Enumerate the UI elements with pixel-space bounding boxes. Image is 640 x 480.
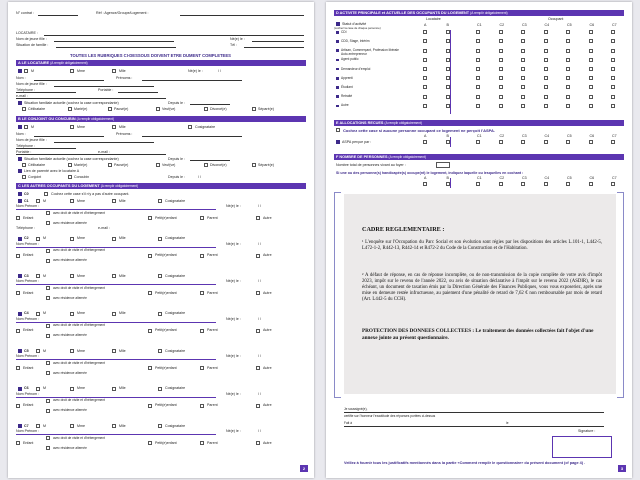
grid-checkbox[interactable]: [499, 140, 503, 144]
occupant-m-checkbox[interactable]: [36, 424, 40, 428]
grid-checkbox[interactable]: [544, 49, 548, 53]
grid-checkbox[interactable]: [611, 58, 615, 62]
grid-checkbox[interactable]: [446, 30, 450, 34]
occupant-m-checkbox[interactable]: [36, 274, 40, 278]
locataire-label: LOCATAIRE :: [16, 31, 38, 35]
occupant-cosig-checkbox[interactable]: [158, 274, 162, 278]
grid-checkbox[interactable]: [476, 182, 480, 186]
grid-checkbox[interactable]: [589, 30, 593, 34]
a-m-checkbox[interactable]: [24, 69, 28, 73]
occupant-block: C3 M Mme Mlle Cosignataire Nom Prénom : Né(e) le : / / avec droit de visite et d'hébergement Enfant Petit(e)enfant Parent Autre avec résidence alternée: [16, 273, 272, 300]
maiden-name-label: Nom de jeune fille :: [16, 37, 47, 41]
form-page-2: N° contrat : Réf : Agence/Groupe/Logement : LOCATAIRE : Nom de jeune fille : Né(e) le : Situation de famille : Tél : TOUTES LES RUBRIQUES CI-DESSOUS DOIVENT ETRE DUMENT COMPLETEES A LE LOCATAIRE (A remplir obligatoirement) M Mme Mlle Né(e) le : / / Nom : Prénoms : Nom de jeune fille : Téléphone : Portable : e-mail : Situation familiale actuelle (cochez la case correspondante) Depuis le : Célibataire Marié(e) Pacsé(e) Veuf(ve) Divorcé(e) Séparé(e) B LE CONJOINT OU CONCUBIN (A remplir obligatoirement) M Mme Mlle Cosignataire Nom : Prénoms : Nom de jeune fille : Téléphone : Portable : e-mail : Situation familiale actuelle (cochez la case correspondante) Depuis le : Célibataire Marié(e) Pacsé(e) Veuf(ve) Divorcé(e) Séparé(e) Lien de parenté avec le locataire A Conjoint Concubin Depuis le : / / C LES AUTRES OCCUPANTS DU LOGEMENT (A remplir obligatoirement) C0 Cochez cette case s'il n'y a pas d'autre occupant. C1 M Mme Mlle Cosignataire Nom Prénom : Né(e) le : / / avec droit de visite et d'hébergement Enfant Petit(e)enfant Parent Autre avec résidence alternée Téléphone : e-mail : C2 M Mme Mlle Cosignataire Nom Prénom : Né(e) le : / / avec droit de visite et d'hébergement Enfant Petit(e)enfant Parent Autre avec résidence alternée C3 M Mme Mlle Cosignataire Nom Prénom : Né(e) le : / / avec droit de visite et d'hébergement Enfant Petit(e)enfant Parent Autre avec résidence alternée C4 M Mme Mlle Cosignataire Nom Prénom : Né(e) le : / / avec droit de visite et d'hébergement Enfant Petit(e)enfant Parent Autre avec résidence alternée C5 M Mme Mlle Cosignataire Nom Prénom : Né(e) le : / / avec droit de visite et d'hébergement Enfant Petit(e)enfant Parent Autre avec résidence alternée C6 M Mme Mlle Cosignataire Nom Prénom : Né(e) le : / / avec droit de visite et d'hébergement Enfant Petit(e)enfant Parent Autre avec résidence alternée C7 M Mme Mlle Cosignataire Nom Prénom : Né(e) le : / / avec droit de visite et d'hébergement Enfant Petit(e)enfant Parent Autre avec résidence alternée 2: [8, 2, 314, 478]
occupant-cosig-checkbox[interactable]: [158, 312, 162, 316]
occupant-mme-checkbox[interactable]: [70, 349, 74, 353]
occupant-code: C5: [24, 348, 29, 353]
activity-row-label: Apprenti: [341, 75, 353, 80]
grid-checkbox[interactable]: [476, 76, 480, 80]
grid-checkbox[interactable]: [589, 49, 593, 53]
grid-checkbox[interactable]: [589, 140, 593, 144]
grid-checkbox[interactable]: [589, 67, 593, 71]
grid-checkbox[interactable]: [544, 67, 548, 71]
grid-checkbox[interactable]: [566, 30, 570, 34]
occupant-block: C6 M Mme Mlle Cosignataire Nom Prénom : Né(e) le : / / avec droit de visite et d'hébergement Enfant Petit(e)enfant Parent Autre avec résidence alternée: [16, 386, 272, 412]
grid-checkbox[interactable]: [611, 30, 615, 34]
activity-row-label: Demandeur d'emploi: [341, 66, 371, 71]
occupant-mlle-checkbox[interactable]: [112, 274, 116, 278]
grid-checkbox[interactable]: [566, 182, 570, 186]
family-situation-label: Situation de famille :: [16, 43, 49, 47]
grid-checkbox[interactable]: [521, 85, 525, 89]
grid-checkbox[interactable]: [446, 95, 450, 99]
a-mlle-checkbox[interactable]: [112, 69, 116, 73]
grid-checkbox[interactable]: [423, 182, 427, 186]
occupant-m-checkbox[interactable]: [36, 312, 40, 316]
no-aspa-checkbox[interactable]: [336, 128, 340, 132]
occupant-code: C1: [24, 198, 29, 203]
grid-checkbox[interactable]: [544, 182, 548, 186]
grid-checkbox[interactable]: [423, 104, 427, 108]
grid-checkbox[interactable]: [423, 76, 427, 80]
grid-checkbox[interactable]: [499, 49, 503, 53]
grid-checkbox[interactable]: [446, 67, 450, 71]
occupant-code: C3: [24, 273, 29, 278]
occupant-block: C7 M Mme Mlle Cosignataire Nom Prénom : Né(e) le : / / avec droit de visite et d'hébergement Enfant Petit(e)enfant Parent Autre avec résidence alternée: [16, 423, 272, 450]
grid-checkbox[interactable]: [544, 30, 548, 34]
grid-checkbox[interactable]: [566, 95, 570, 99]
occupant-block: C2 M Mme Mlle Cosignataire Nom Prénom : Né(e) le : / / avec droit de visite et d'hébergement Enfant Petit(e)enfant Parent Autre avec résidence alternée: [16, 236, 272, 262]
ref-label: Réf : Agence/Groupe/Logement :: [96, 11, 149, 15]
occupant-cosig-checkbox[interactable]: [158, 199, 162, 203]
grid-checkbox[interactable]: [476, 140, 480, 144]
occupant-mlle-checkbox[interactable]: [112, 349, 116, 353]
occupant-mme-checkbox[interactable]: [70, 274, 74, 278]
grid-checkbox[interactable]: [589, 95, 593, 99]
grid-checkbox[interactable]: [544, 76, 548, 80]
grid-checkbox[interactable]: [544, 39, 548, 43]
total-persons-input[interactable]: [436, 162, 450, 168]
occupant-mlle-checkbox[interactable]: [112, 199, 116, 203]
grid-checkbox[interactable]: [589, 39, 593, 43]
grid-checkbox[interactable]: [446, 58, 450, 62]
grid-checkbox[interactable]: [476, 49, 480, 53]
grid-checkbox[interactable]: [521, 67, 525, 71]
occupant-m-checkbox[interactable]: [36, 349, 40, 353]
grid-checkbox[interactable]: [423, 39, 427, 43]
occupant-mme-checkbox[interactable]: [70, 387, 74, 391]
occupant-code: C2: [24, 236, 29, 240]
grid-checkbox[interactable]: [446, 104, 450, 108]
grid-checkbox[interactable]: [423, 140, 427, 144]
grid-checkbox[interactable]: [589, 85, 593, 89]
occupant-m-checkbox[interactable]: [36, 237, 40, 241]
grid-checkbox[interactable]: [423, 67, 427, 71]
grid-checkbox[interactable]: [566, 140, 570, 144]
grid-checkbox[interactable]: [566, 58, 570, 62]
page-number: 3: [618, 465, 626, 472]
grid-checkbox[interactable]: [446, 140, 450, 144]
a-mme-checkbox[interactable]: [70, 69, 74, 73]
section-f-header: F NOMBRE DE PERSONNES (A remplir obligatoirement): [334, 154, 624, 160]
grid-checkbox[interactable]: [423, 85, 427, 89]
occupant-m-checkbox[interactable]: [36, 387, 40, 391]
grid-checkbox[interactable]: [499, 104, 503, 108]
section-d-header: D ACTIVITE PRINCIPALE et ACTUELLE DES OCCUPANTS DU LOGEMENT (A remplir obligatoirement): [334, 10, 624, 16]
occupant-block: C1 M Mme Mlle Cosignataire Nom Prénom : Né(e) le : / / avec droit de visite et d'hébergement Enfant Petit(e)enfant Parent Autre avec résidence alternée Téléphone : e-mail :: [16, 198, 272, 230]
grid-checkbox[interactable]: [521, 140, 525, 144]
occupant-code: C7: [24, 423, 29, 428]
grid-checkbox[interactable]: [476, 95, 480, 99]
grid-checkbox[interactable]: [446, 49, 450, 53]
grid-checkbox[interactable]: [611, 85, 615, 89]
occupant-mlle-checkbox[interactable]: [112, 387, 116, 391]
grid-checkbox[interactable]: [446, 76, 450, 80]
grid-checkbox[interactable]: [446, 182, 450, 186]
grid-checkbox[interactable]: [544, 140, 548, 144]
section-e-header: E ALLOCATIONS RECUES (A remplir obligatoirement): [334, 120, 624, 126]
grid-checkbox[interactable]: [566, 85, 570, 89]
activity-row-label: Agent public: [341, 57, 359, 62]
grid-checkbox[interactable]: [566, 104, 570, 108]
grid-checkbox[interactable]: [423, 30, 427, 34]
phone-label: Tél :: [230, 43, 237, 47]
section-b-header: B LE CONJOINT OU CONCUBIN (A remplir obligatoirement): [16, 116, 306, 122]
grid-checkbox[interactable]: [611, 76, 615, 80]
grid-checkbox[interactable]: [521, 30, 525, 34]
grid-checkbox[interactable]: [499, 182, 503, 186]
grid-checkbox[interactable]: [566, 39, 570, 43]
occupant-mme-checkbox[interactable]: [70, 312, 74, 316]
footer-note: Veillez à fournir tous les justificatifs mentionnés dans la partie «Comment remplir le questionnaire» du présent document (cf page 4) .: [344, 461, 586, 465]
activity-row-label: Autre: [341, 103, 349, 108]
grid-checkbox[interactable]: [521, 39, 525, 43]
occupant-cosig-checkbox[interactable]: [158, 237, 162, 241]
occupant-cosig-checkbox[interactable]: [158, 424, 162, 428]
grid-checkbox[interactable]: [423, 95, 427, 99]
birth-date-label: Né(e) le :: [230, 37, 245, 41]
activity-row-label: CDD, Stage, Intérim: [341, 39, 370, 43]
grid-checkbox[interactable]: [423, 49, 427, 53]
grid-checkbox[interactable]: [521, 58, 525, 62]
grid-checkbox[interactable]: [499, 67, 503, 71]
grid-checkbox[interactable]: [611, 140, 615, 144]
occupant-block: C5 M Mme Mlle Cosignataire Nom Prénom : Né(e) le : / / avec droit de visite et d'hébergement Enfant Petit(e)enfant Parent Autre avec résidence alternée: [16, 348, 272, 375]
grid-checkbox[interactable]: [499, 76, 503, 80]
grid-checkbox[interactable]: [544, 85, 548, 89]
occupant-cosig-checkbox[interactable]: [158, 349, 162, 353]
grid-checkbox[interactable]: [611, 182, 615, 186]
grid-checkbox[interactable]: [566, 67, 570, 71]
occupant-mme-checkbox[interactable]: [70, 424, 74, 428]
page-number: 2: [300, 465, 308, 472]
contract-number-label: N° contrat :: [16, 11, 35, 15]
occupant-code: C4: [24, 311, 29, 315]
grid-checkbox[interactable]: [476, 67, 480, 71]
signature-box[interactable]: [552, 436, 612, 458]
grid-checkbox[interactable]: [521, 182, 525, 186]
activity-row-label: Étudiant: [341, 85, 353, 89]
grid-checkbox[interactable]: [589, 58, 593, 62]
grid-checkbox[interactable]: [544, 104, 548, 108]
grid-checkbox[interactable]: [476, 85, 480, 89]
c0-checkbox[interactable]: [44, 192, 48, 196]
occupant-m-checkbox[interactable]: [36, 199, 40, 203]
grid-checkbox[interactable]: [521, 76, 525, 80]
activity-row-label: CDI: [341, 29, 347, 34]
grid-checkbox[interactable]: [446, 85, 450, 89]
grid-checkbox[interactable]: [611, 95, 615, 99]
occupant-mlle-checkbox[interactable]: [112, 424, 116, 428]
form-page-3: D ACTIVITE PRINCIPALE et ACTUELLE DES OCCUPANTS DU LOGEMENT (A remplir obligatoirement) Locataire Occupant Statut d'activité (cochez la case de chaque personne) A B C1 C2 C3 C4 C5 C6 C7 CDI CDD, Stage, Intérim Artisan, Commerçant, Profession libérale Auto-entrepreneur Agent public Demandeur d'emploi Apprenti Étudiant Retraité Autre E ALLOCATIONS RECUES (A remplir obligatoirement) Cochez cette case si aucune personne occupant ce logement ne perçoit l'ASPA. A B C1 C2 C3 C4 C5 C6 C7 ASPA perçue par : F NOMBRE DE PERSONNES (A remplir obligatoirement) Nombre total de personnes vivant au foyer : Si une ou des personne(s) handicapée(s) occupe(nt) le logement, indiquez laquelle ou lesquelles en cochant : A B C1 C2 C3 C4 C5 C6 C7 CADRE REGLEMENTAIRE : ¹ L'enquête sur l'Occupation du Parc Social et son évolution sont régies par les dispositions des articles L.101-1, L442-5, L472-1-2, R442-13, R442-14 et R472-2 du Code de la Construction et de l'Habitation. ² A défaut de réponse, en cas de réponse incomplète, ou de non-transmission de la copie complète de votre avis d'impôt 2023, impôt sur le revenu de l'année 2022, ou avis de situation déclarative à l'impôt sur le revenu 2022 (ASDIR), le cas échéant, un document de taxation émis par la Direction Générale des Finances Publiques, vous vous exposeriez, après une mise en demeure restée infructueuse, au paiement d'une pénalité de retard de 7,62 € non remboursable par mois de retard (Art. L442-5 du CCH). PROTECTION DES DONNEES COLLECTEES : Le traitement des données collectées fait l'objet d'une annexe jointe au présent questionnaire. Je soussigné(e), certifie sur l'honneur l'exactitude des réponses portées ci-dessus Fait à le Signature : Veillez à fournir tous les justificatifs mentionnés dans la partie «Comment remplir le questionnaire» du présent document (cf page 4) . 3: [326, 2, 632, 478]
grid-checkbox[interactable]: [521, 49, 525, 53]
grid-checkbox[interactable]: [476, 30, 480, 34]
occupant-mme-checkbox[interactable]: [70, 199, 74, 203]
regulatory-heading: CADRE REGLEMENTAIRE :: [362, 226, 445, 233]
grid-checkbox[interactable]: [476, 104, 480, 108]
grid-checkbox[interactable]: [476, 58, 480, 62]
grid-checkbox[interactable]: [611, 49, 615, 53]
grid-checkbox[interactable]: [611, 67, 615, 71]
occupant-mme-checkbox[interactable]: [70, 237, 74, 241]
grid-checkbox[interactable]: [544, 95, 548, 99]
grid-checkbox[interactable]: [566, 49, 570, 53]
grid-checkbox[interactable]: [611, 39, 615, 43]
section-c-header: C LES AUTRES OCCUPANTS DU LOGEMENT (A remplir obligatoirement): [16, 183, 306, 189]
activity-row-label: Retraité: [341, 94, 353, 99]
activity-row-label: Artisan, Commerçant, Profession libérale: [341, 48, 399, 53]
section-a-header: A LE LOCATAIRE (A remplir obligatoirement): [16, 60, 306, 66]
regulatory-frame: CADRE REGLEMENTAIRE : ¹ L'enquête sur l'Occupation du Parc Social et son évolution sont régies par les dispositions des articles L.101-1, L442-5, L472-1-2, R442-13, R442-14 et R472-2 du Code de la Construction et de l'Habitation. ² A défaut de réponse, en cas de réponse incomplète, ou de non-transmission de la copie complète de votre avis d'impôt 2023, impôt sur le revenu de l'année 2022, ou avis de situation déclarative à l'impôt sur le revenu 2022 (ASDIR), le cas échéant, un document de taxation émis par la Direction Générale des Finances Publiques, vous vous exposeriez, après une mise en demeure restée infructueuse, au paiement d'une pénalité de retard de 7,62 € non remboursable par mois de retard (Art. L442-5 du CCH). PROTECTION DES DONNEES COLLECTEES : Le traitement des données collectées fait l'objet d'une annexe jointe au présent questionnaire.: [344, 194, 616, 394]
grid-checkbox[interactable]: [521, 95, 525, 99]
grid-checkbox[interactable]: [589, 182, 593, 186]
occupant-mlle-checkbox[interactable]: [112, 312, 116, 316]
grid-checkbox[interactable]: [544, 58, 548, 62]
grid-checkbox[interactable]: [499, 39, 503, 43]
grid-checkbox[interactable]: [521, 104, 525, 108]
occupant-code: C6: [24, 386, 29, 390]
occupant-mlle-checkbox[interactable]: [112, 237, 116, 241]
required-banner: TOUTES LES RUBRIQUES CI-DESSOUS DOIVENT ETRE DUMENT COMPLETEES: [70, 53, 231, 58]
grid-checkbox[interactable]: [589, 76, 593, 80]
grid-checkbox[interactable]: [566, 76, 570, 80]
grid-checkbox[interactable]: [499, 30, 503, 34]
grid-checkbox[interactable]: [476, 39, 480, 43]
grid-checkbox[interactable]: [499, 85, 503, 89]
occupant-block: C4 M Mme Mlle Cosignataire Nom Prénom : Né(e) le : / / avec droit de visite et d'hébergement Enfant Petit(e)enfant Parent Autre avec résidence alternée: [16, 311, 272, 337]
grid-checkbox[interactable]: [423, 58, 427, 62]
grid-checkbox[interactable]: [611, 104, 615, 108]
grid-checkbox[interactable]: [446, 39, 450, 43]
grid-checkbox[interactable]: [589, 104, 593, 108]
occupant-cosig-checkbox[interactable]: [158, 387, 162, 391]
grid-checkbox[interactable]: [499, 95, 503, 99]
grid-checkbox[interactable]: [499, 58, 503, 62]
